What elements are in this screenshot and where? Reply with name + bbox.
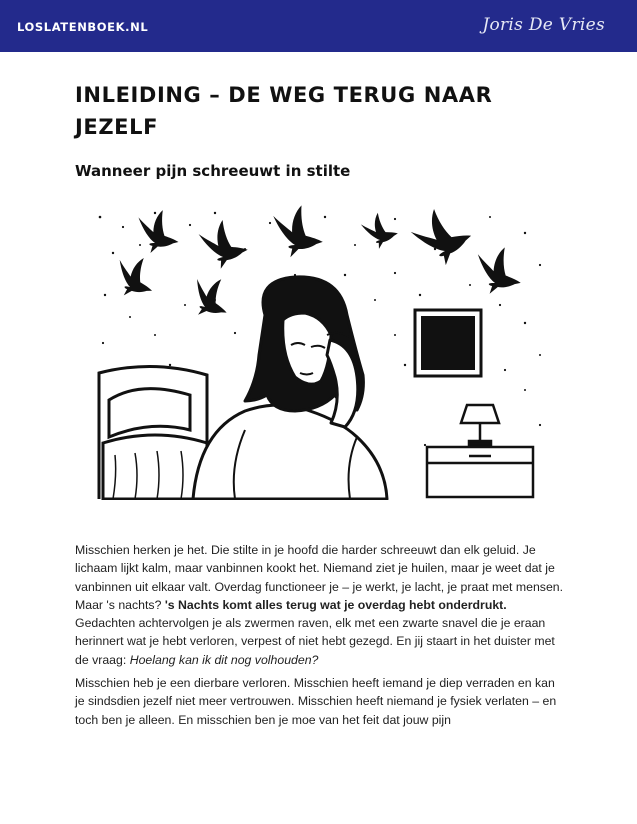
header-bar (0, 0, 637, 52)
nightstand (427, 447, 533, 497)
second-paragraph: Misschien heb je een dierbare verloren. Misschien heeft iemand je diep verraden en kan je sindsdien jezelf niet meer vertrouwen. Misschien heeft niemand je fysiek verlaten – en toch ben je alleen. En misschien ben je moe van het feit dat jouw pijn (75, 676, 557, 727)
window-frame (415, 310, 481, 376)
chapter-title: INLEIDING – DE WEG TERUG NAAR JEZELF (75, 83, 493, 139)
bedside-lamp (461, 405, 499, 446)
site-brand[interactable]: LOSLATENBOEK.NL (17, 20, 149, 34)
chapter-subtitle: Wanneer pijn schreeuwt in stilte (75, 162, 351, 180)
intro-paragraph (75, 541, 565, 669)
bed (99, 366, 207, 499)
intro-text-b: Gedachten achtervolgen je als zwermen raven, elk met een zwarte snavel die je eraan herinnert wat je hebt verloren, verpest of niet hebt gezegd. En jij staart in het duister met de vraag: (75, 616, 555, 667)
author-signature: Joris De Vries (482, 15, 605, 35)
intro-question: Hoelang kan ik dit nog volhouden? (129, 652, 319, 667)
woman-on-bed-with-ravens-illustration (95, 205, 545, 500)
intro-text-a: Misschien herken je het. Die stilte in je hoofd die harder schreeuwt dan elk geluid. Je lichaam lijkt kalm, maar vanbinnen kookt het. Niemand ziet je huilen, maar je weet dat je vanbinnen uit elkaar valt. Overdag functioneer je – je werkt, je lacht, je praat met mensen. Maar 's nachts? (75, 543, 564, 612)
intro-bold-sentence: 's Nachts komt alles terug wat je overdag hebt onderdrukt. (164, 597, 507, 612)
